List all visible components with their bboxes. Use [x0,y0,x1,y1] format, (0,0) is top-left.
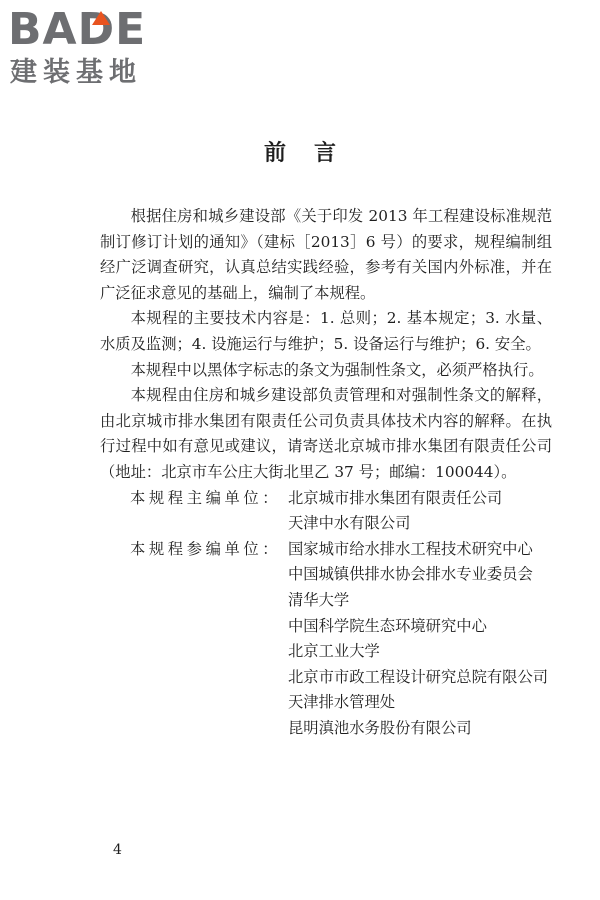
logo-chinese-subtitle: 建装基地 [10,57,142,88]
paragraph-compilation-basis: 根据住房和城乡建设部《关于印发 2013 年工程建设标准规范制订修订计划的通知》（建标［2013］6 号）的要求，规程编制组经广泛调查研究，认真总结实践经验，参考有关国内外标准，并在广泛征求意见的基础上，编制了本规程。 [100,207,552,302]
participating-unit-item: 清华大学 [288,590,350,609]
participating-unit-item: 国家城市给水排水工程技术研究中心 [288,539,533,558]
chief-units-list [288,486,552,537]
participating-unit-item: 北京市市政工程设计研究总院有限公司 [288,667,549,686]
participating-units-row [100,537,552,742]
bade-logo [8,4,178,90]
chief-units-row [100,486,552,537]
page-title: 前言 [263,140,364,166]
participating-unit-item: 北京工业大学 [288,642,380,661]
paragraph-mandatory-provisions: 本规程中以黑体字标志的条文为强制性条文，必须严格执行。 [130,360,544,379]
participating-units-list [288,537,552,742]
chief-unit-item: 北京城市排水集团有限责任公司 [288,488,503,507]
logo-wordmark: BADE [8,4,147,55]
document-body [100,204,552,741]
chief-units-label: 本规程主编单位： [130,488,282,507]
participating-unit-item: 天津排水管理处 [288,693,396,712]
paragraph-administration: 本规程由住房和城乡建设部负责管理和对强制性条文的解释，由北京城市排水集团有限责任公司负责具体技术内容的解释。在执行过程中如有意见或建议，请寄送北京城市排水集团有限责任公司（地址：北京市车公庄大街北里乙 37 号；邮编：100044）。 [100,386,552,481]
participating-unit-item: 昆明滇池水务股份有限公司 [288,718,472,737]
paragraph-main-contents: 本规程的主要技术内容是：1. 总则；2. 基本规定；3. 水量、水质及监测；4. 设施运行与维护；5. 设备运行与维护；6. 安全。 [100,309,552,353]
chief-unit-item: 天津中水有限公司 [288,514,411,533]
logo-accent-triangle [92,11,110,25]
participating-units-label: 本规程参编单位： [130,539,282,558]
participating-unit-item: 中国城镇供排水协会排水专业委员会 [288,565,533,584]
participating-unit-item: 中国科学院生态环境研究中心 [288,616,487,635]
page-number: 4 [113,842,122,858]
editing-units [100,486,552,742]
